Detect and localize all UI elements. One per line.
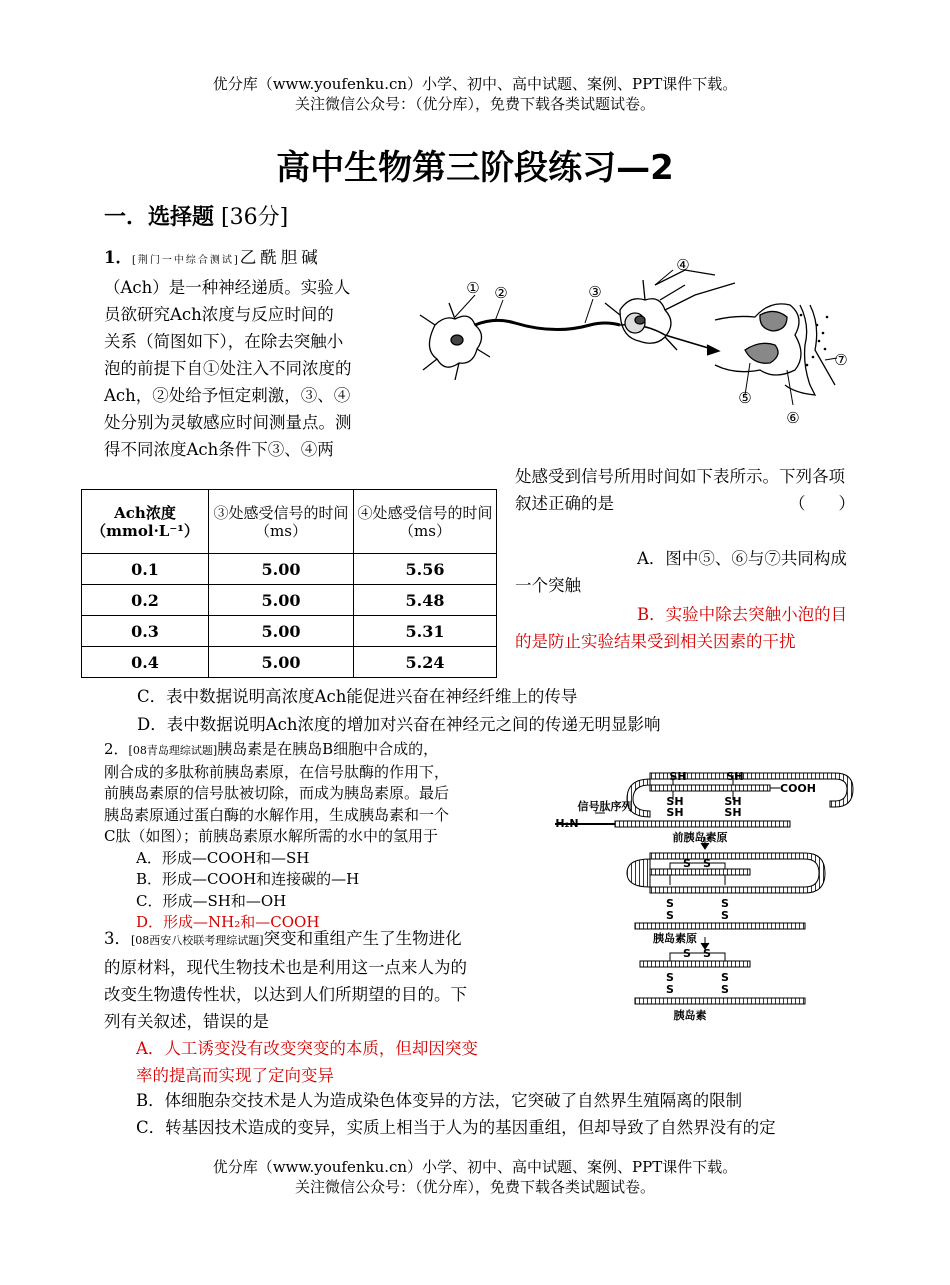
question-1-option-d: D．表中数据说明Ach浓度的增加对兴奋在神经元之间的传递无明显影响 — [137, 715, 661, 734]
question-1-line-1: （Ach）是一种神经递质。实验人 — [104, 278, 351, 297]
label-2: ② — [494, 284, 508, 302]
s-label: S — [721, 909, 729, 922]
question-1-line-5: Ach，②处给予恒定刺激，③、④ — [104, 386, 351, 405]
table-header-row — [82, 490, 497, 554]
question-2-line-3: 胰岛素原通过蛋白酶的水解作用，生成胰岛素和一个 — [104, 805, 450, 824]
question-3-option-b: B．体细胞杂交技术是人为造成染色体变异的方法，它突破了自然界生殖隔离的限制 — [136, 1091, 743, 1110]
section-score: [36分] — [221, 205, 289, 230]
question-1-stem — [104, 244, 386, 463]
question-1-continuation — [515, 463, 855, 517]
sh-label: SH — [669, 770, 687, 783]
question-2-stem — [104, 739, 534, 934]
question-1-option-c: C．表中数据说明高浓度Ach能促进兴奋在神经纤维上的传导 — [137, 687, 578, 706]
question-3-number: 3． — [104, 929, 131, 948]
question-2-source: [08青岛理综试题] — [128, 744, 218, 757]
proinsulin-chain-a — [650, 869, 750, 875]
insulin-chain-a — [640, 961, 750, 967]
page-header-line2: 关注微信公众号：（优分库），免费下载各类试题试卷。 — [294, 95, 655, 113]
sh-label: SH — [666, 806, 684, 819]
s-label: S — [721, 971, 729, 984]
label-3: ③ — [588, 283, 602, 301]
question-1-number: 1． — [104, 248, 132, 267]
s-label: S — [683, 947, 691, 960]
question-2-option-d: D．形成—NH₂和—COOH — [136, 913, 320, 931]
question-1-answer-paren: （ ） — [789, 494, 855, 513]
ach-table — [81, 489, 497, 678]
question-3-line-3: 列有关叙述，错误的是 — [104, 1012, 269, 1031]
s-label: S — [721, 983, 729, 996]
insulin-chain-b — [635, 998, 805, 1004]
label-4: ④ — [676, 256, 690, 274]
table-cell: 5.56 — [354, 554, 497, 585]
table-cell: 5.24 — [354, 647, 497, 678]
proinsulin-chain-b — [635, 923, 805, 929]
page-footer-line2: 关注微信公众号：（优分库），免费下载各类试题试卷。 — [294, 1178, 655, 1196]
table-cell: 0.3 — [82, 616, 209, 647]
table-row — [82, 585, 497, 616]
label-6: ⑥ — [786, 409, 800, 427]
section-heading — [104, 200, 288, 231]
question-2-option-a: A．形成—COOH和—SH — [136, 848, 310, 867]
question-1-line-2: 员欲研究Ach浓度与反应时间的 — [104, 305, 334, 324]
question-1-option-a — [515, 545, 855, 599]
question-2-option-c: C．形成—SH和—OH — [136, 891, 287, 910]
question-3-line-0: 突变和重组产生了生物进化 — [263, 929, 462, 948]
question-2-line-0: 胰岛素是在胰岛B细胞中合成的， — [217, 740, 439, 758]
table-row — [82, 616, 497, 647]
question-1-source: [荆门一中综合测试] — [131, 255, 240, 266]
s-label: S — [703, 947, 711, 960]
question-3-stem — [104, 925, 534, 1089]
question-3-line-2: 改变生物遗传性状，以达到人们所期望的目的。下 — [104, 985, 467, 1004]
s-label: S — [666, 983, 674, 996]
label-5: ⑤ — [738, 389, 752, 407]
section-title: 一．选择题 — [104, 205, 215, 230]
question-2-number: 2． — [104, 740, 129, 758]
table-cell: 0.1 — [82, 554, 209, 585]
question-3-option-a2: 率的提高而实现了定向变异 — [136, 1066, 334, 1085]
question-2-line-2: 前胰岛素原的信号肽被切除，而成为胰岛素原。最后 — [104, 784, 450, 802]
upper-chain-a — [650, 785, 770, 791]
s-label: S — [666, 897, 674, 910]
table-cell: 0.4 — [82, 647, 209, 678]
question-1-line-3: 关系（简图如下），在除去突触小 — [104, 332, 344, 351]
table-cell: 5.00 — [209, 616, 354, 647]
question-2-line-4: C肽（如图）；前胰岛素原水解所需的水中的氢用于 — [104, 827, 438, 845]
table-header-cell: Ach浓度（mmol·L⁻¹） — [82, 490, 209, 554]
table-cell: 5.48 — [354, 585, 497, 616]
table-cell: 0.2 — [82, 585, 209, 616]
page-footer-line1: 优分库（www.youfenku.cn）小学、初中、高中试题、案例、PPT课件下载。 — [212, 1158, 738, 1176]
s-label: S — [666, 909, 674, 922]
sh-label: SH — [724, 806, 742, 819]
s-label: S — [721, 897, 729, 910]
proinsulin-label: 胰岛素原 — [653, 932, 697, 945]
h2n-label: H₂N — [555, 817, 579, 830]
table-header-cell: ③处感受信号的时间（ms） — [209, 490, 354, 554]
s-label: S — [666, 971, 674, 984]
question-1-line-4: 泡的前提下自①处注入不同浓度的 — [104, 359, 352, 378]
question-1-cont-text: 处感受到信号所用时间如下表所示。下列各项叙述正确的是 — [515, 467, 845, 513]
question-1-line-0: 乙酰胆碱 — [239, 248, 322, 267]
page-title: 高中生物第三阶段练习—2 — [276, 148, 674, 188]
s-label: S — [703, 857, 711, 870]
question-1-option-b: B．实验中除去突触小泡的目的是防止实验结果受到相关因素的干扰 — [515, 605, 848, 651]
table-cell: 5.00 — [209, 647, 354, 678]
precursor-label: 前胰岛素原 — [672, 831, 728, 844]
s-label: S — [683, 857, 691, 870]
insulin-label: 胰岛素 — [673, 1009, 707, 1022]
synapse-terminal — [715, 304, 801, 375]
sh-label: SH — [726, 770, 744, 783]
question-1-line-6: 处分别为灵敏感应时间测量点。测 — [104, 413, 352, 432]
question-2-option-b: B．形成—COOH和连接碳的—H — [136, 870, 360, 888]
page-header-line1: 优分库（www.youfenku.cn）小学、初中、高中试题、案例、PPT课件下载。 — [212, 75, 738, 93]
lower-chain-1 — [615, 821, 790, 827]
sh-label: SH — [666, 795, 684, 808]
table-row — [82, 554, 497, 585]
label-7: ⑦ — [834, 351, 848, 369]
table-cell: 5.00 — [209, 585, 354, 616]
question-3-source: [08西安八校联考理综试题] — [131, 934, 264, 947]
signal-peptide-label: 信号肽序列 — [577, 800, 633, 813]
option-a-text: A．图中⑤、⑥与⑦共同构成一个突触 — [515, 549, 847, 595]
question-3-option-a1: A．人工诱变没有改变突变的本质，但却因突变 — [136, 1039, 478, 1058]
question-3-option-c: C．转基因技术造成的变异，实质上相当于人为的基因重组，但却导致了自然界没有的定 — [136, 1118, 776, 1137]
question-2-line-1: 刚合成的多肽称前胰岛素原，在信号肽酶的作用下， — [104, 762, 450, 781]
label-1: ① — [466, 279, 480, 297]
table-header-cell: ④处感受信号的时间（ms） — [354, 490, 497, 554]
insulin-diagram — [555, 755, 865, 1025]
question-1-line-7: 得不同浓度Ach条件下③、④两 — [104, 440, 334, 459]
table-cell: 5.31 — [354, 616, 497, 647]
table-cell: 5.00 — [209, 554, 354, 585]
sh-label: SH — [724, 795, 742, 808]
neuron-diagram — [415, 245, 855, 430]
question-3-line-1: 的原材料，现代生物技术也是利用这一点来人为的 — [104, 958, 467, 977]
table-row — [82, 647, 497, 678]
cooh-label: COOH — [780, 782, 816, 795]
axon-1 — [475, 320, 620, 329]
